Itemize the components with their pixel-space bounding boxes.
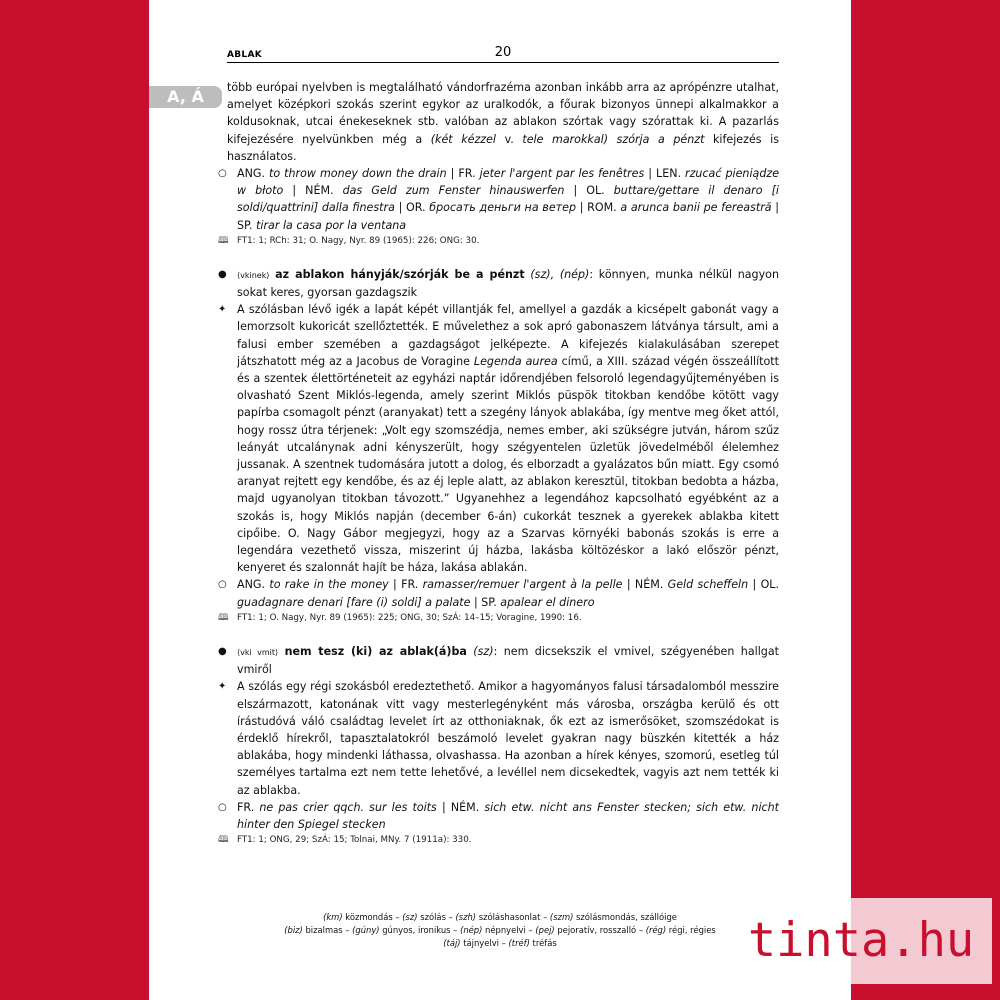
entry-bullet: ● [218,645,227,657]
origin-marker: ✦ [218,304,227,316]
page-header [227,44,779,63]
equivalents: ○ ANG. to throw money down the drain | FR. jeter l'argent par les fenêtres | LEN. rzucać pieniądze w błoto | NÉM. das Geld zum Fenster hinauswerfen | OL. buttare/gettare il denaro [i soldi/quattrini] dalla finestra | OR. бросать деньги на ветер | ROM. a arunca banii pe fereastră | SP. tirar la casa por la ventana [218,167,780,232]
entry-origin: ✦ A szólásban lévő igék a lapát képét villantják fel, amellyel a gazdák a kicsépelt gabonát vagy a lemorzsolt kukoricát szellőztették. E művelethez a sok apró gabonaszem látványa társult, ami a falusi ember szemében a gazdagságot jelképezte. A kifejezés kialakulásában szerepet játszhatott még az a Jacobus de Voragine Legenda aurea című, a XIII. század végén összeállított és a szentek élettörténeteit az egyházi naptár időrendjében felsoroló legendagyűjteményében is olvasható Szent Miklós-legenda, amely szerint Miklós püspök titokban kendőbe kötött vagy papírba csomagolt pénzt (aranyakat) tett a szegény lányok ablakába, így mentve meg őket attól, hogy rossz útra térjenek: „Volt egy szomszédja, nemes ember, aki szükségre jutván, három szűz leányát utcalánynak adni kényszerült, hogy szégyentelen üzletük jövedelméből élelemhez jussanak. A szentnek tudomására jutott a dolog, és elborzadt a gyalázatos bűn miatt. Egy csomó aranyat rejtett egy kendőbe, és az éj leple alatt, az ablakon keresztül, titokban bedobta a házba, majd ugyanolyan titokban távozott.” Ugyanehhez a legendához kapcsolható egyébként az a szokás is, hogy Miklós napján (december 6-án) cukorkát tesznek a gyerekek ablakba kitett cipőibe. O. Nagy Gábor megjegyzi, hogy az a Szarvas környéki babonás szokás is erre a legendára vezethető vissza, miszerint új házba, lakásba költözéskor a lakó először pénzt, kenyeret és szalonnát hajít be háza, lakása ablakán. [218,303,779,575]
equivalents-marker: ○ [218,579,227,591]
legend-line: (táj) tájnyelvi – (tréf) tréfás [443,937,557,948]
headword: az ablakon hányják/szórják be a pénzt [275,267,525,281]
legend-line: (km) közmondás – (sz) szólás – (szh) szóláshasonlat – (szm) szólásmondás, szállóige [323,912,677,922]
dictionary-page [149,0,851,1000]
equivalents-marker: ○ [218,801,227,813]
sources: 🕮 FT1: 1; RCh: 31; O. Nagy, Nyr. 89 (1965): 226; ONG: 30. [218,235,480,246]
entry-continuation: több európai nyelvben is megtalálható vándorfrazéma azonban inkább arra az aprópénzre utalhat, amelyet középkori szokás szerint egykor az uralkodók, a főurak bizonyos ünnepi alkalmakkor a koldusoknak, utcai énekeseknek stb. valóban az ablakon szórtak vagy szórattak ki. A pazarlás kifejezésére nyelvünkben még a (két kézzel v. tele marokkal) szórja a pénzt kifejezés is használatos. [227,81,779,163]
headword: nem tesz (ki) az ablak(á)ba [284,644,467,658]
entry-origin: ✦ A szólás egy régi szokásból eredeztethető. Amikor a hagyományos falusi társadalomból messzire elszármazott, katonának vitt vagy mesterlegényként más városba, országba kerülő és ott írástudóvá váló családtag levelet írt az otthoniaknak, ők ezt az ismerősöket, szomszédokat is érdeklő hírekről, tapasztalatokról beszámoló levelet gyakran nagy büszkén kitették a ház ablakába, hogy mindenki láthassa, olvashassa. Ha azonban a hírek kényes, szomorú, esetleg túl személyes tartalma ezt nem tette lehetővé, a levéllel nem dicsekedtek, vagyis azt nem tették ki az ablakba. [218,680,779,797]
tinta-watermark: tinta.hu [730,898,992,984]
entry-bullet: ● [218,268,227,280]
book-icon: 🕮 [218,235,229,246]
page-content [218,79,780,847]
entry-headword-line: ● ⟨vkinek⟩ az ablakon hányják/szórják be a pénzt (sz), (nép): könnyen, munka nélkül nagyon sokat keres, gyorsan gazdagszik [218,267,779,300]
sources: 🕮 FT1: 1; ONG, 29; SzÁ: 15; Tolnai, MNy. 7 (1911a): 330. [218,835,472,846]
running-head: ABLAK [227,50,262,60]
equivalents-marker: ○ [218,168,227,180]
sources: 🕮 FT1: 1; O. Nagy, Nyr. 89 (1965): 225; ONG, 30; SzÁ: 14–15; Voragine, 1990: 16. [218,612,582,623]
book-icon: 🕮 [218,835,229,846]
section-tab: A, Á [149,86,222,108]
equivalents: ○ FR. ne pas crier qqch. sur les toits | NÉM. sich etw. nicht ans Fenster stecken; sich etw. nicht hinter den Spiegel stecken [218,800,780,831]
legend-line: (biz) bizalmas – (gúny) gúnyos, ironikus – (nép) népnyelvi – (pej) pejoratív, rosszalló – (rég) régi, régies [284,924,716,935]
book-icon: 🕮 [218,612,229,623]
page-number: 20 [494,45,512,60]
origin-marker: ✦ [218,681,227,693]
equivalents: ○ ANG. to rake in the money | FR. ramasser/remuer l'argent à la pelle | NÉM. Geld scheffeln | OL. guadagnare denari [fare (i) soldi] a palate | SP. apalear el dinero [218,578,780,609]
entry-headword-line: ● ⟨vki vmit⟩ nem tesz (ki) az ablak(á)ba (sz): nem dicsekszik el vmivel, szégyenében hallgat vmiről [218,644,779,677]
abbreviation-legend [209,911,791,949]
